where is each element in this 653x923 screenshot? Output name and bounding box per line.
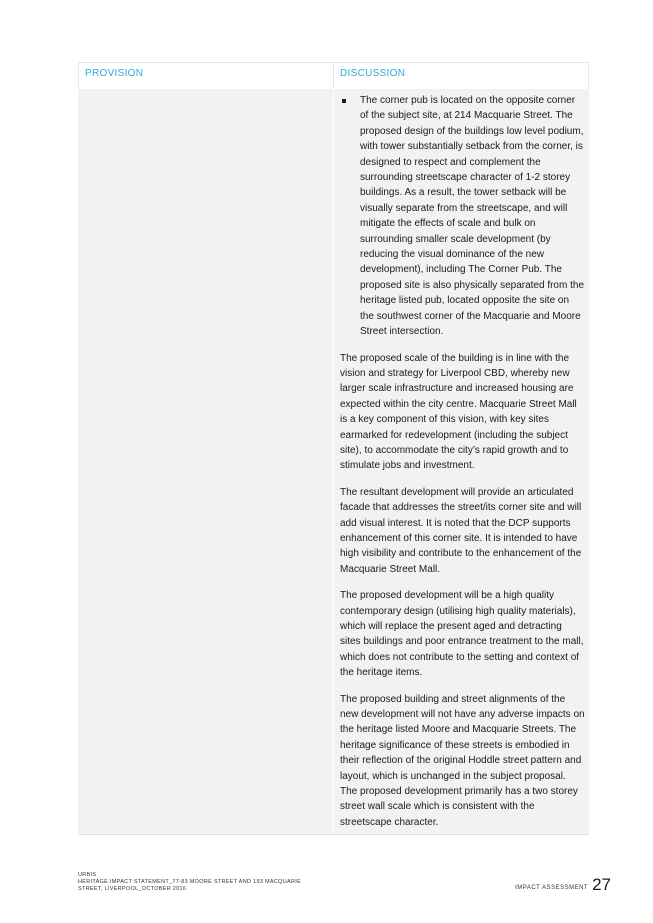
discussion-paragraph: The proposed development will be a high quality contemporary design (utilising high quality materials), which will replace the present aged and detracting sites buildings and poor entrance treatment to the mall, which does not contribute to the setting and context of the heritage items.	[340, 590, 584, 679]
footer-company: URBIS	[78, 872, 97, 878]
footer-page-info	[515, 873, 611, 893]
discussion-paragraph: The resultant development will provide an articulated facade that addresses the street/its corner site and will add visual interest. It is noted that the DCP supports enhancement of this corner site. It is intended to have high visibility and contribute to the enhancement of the Macquarie Street Mall.	[340, 486, 582, 575]
provision-cell	[78, 89, 333, 834]
table-row	[78, 89, 589, 835]
footer-title-line2: STREET, LIVERPOOL_OCTOBER 2016	[78, 886, 187, 892]
discussion-paragraph: The proposed building and street alignments of the new development will not have any adverse impacts on the heritage listed Moore and Macquarie Streets. The heritage significance of these streets is embodied in their reflection of the original Hoddle street pattern and layout, which is unchanged in the subject proposal. The proposed development primarily has a two storey street wall scale which is consistent with the streetscape character.	[340, 693, 585, 828]
table-header-row	[78, 62, 589, 90]
page-number: 27	[592, 875, 611, 894]
footer-title-line1: HERITAGE IMPACT STATEMENT_77-83 MOORE STREET AND 193 MACQUARIE	[78, 879, 302, 885]
header-provision: PROVISION	[78, 63, 333, 89]
assessment-table	[78, 62, 589, 834]
footer-section-name: IMPACT ASSESSMENT	[515, 885, 589, 891]
square-bullet-icon	[342, 99, 346, 103]
discussion-paragraph: The proposed scale of the building is in line with the vision and strategy for Liverpool CBD, whereby new larger scale infrastructure and increased housing are expected within the city centre. Macquarie Street Mall is a key component of this vision, with key sites earmarked for redevelopment (including the subject site), to accommodate the city’s rapid growth and to stimulate jobs and investment.	[340, 352, 577, 472]
bullet-text: The corner pub is located on the opposite corner of the subject site, at 214 Macquarie Street. The proposed design of the buildings low level podium, with tower substantially setback from the corner, is designed to respect and complement the surrounding streetscape character of 1-2 storey buildings. As a result, the tower setback will be visually separate from the streetscape, and will mitigate the effects of scale and bulk on surrounding smaller scale development (by reducing the visual dominance of the new development), including The Corner Pub. The proposed site is also physically separated from the heritage listed pub, located opposite the site on the southwest corner of the Macquarie and Moore Street intersection.	[360, 95, 585, 338]
footer-document-info	[78, 872, 301, 893]
discussion-cell	[333, 89, 589, 834]
header-discussion: DISCUSSION	[333, 63, 589, 89]
discussion-bullet	[340, 93, 585, 340]
